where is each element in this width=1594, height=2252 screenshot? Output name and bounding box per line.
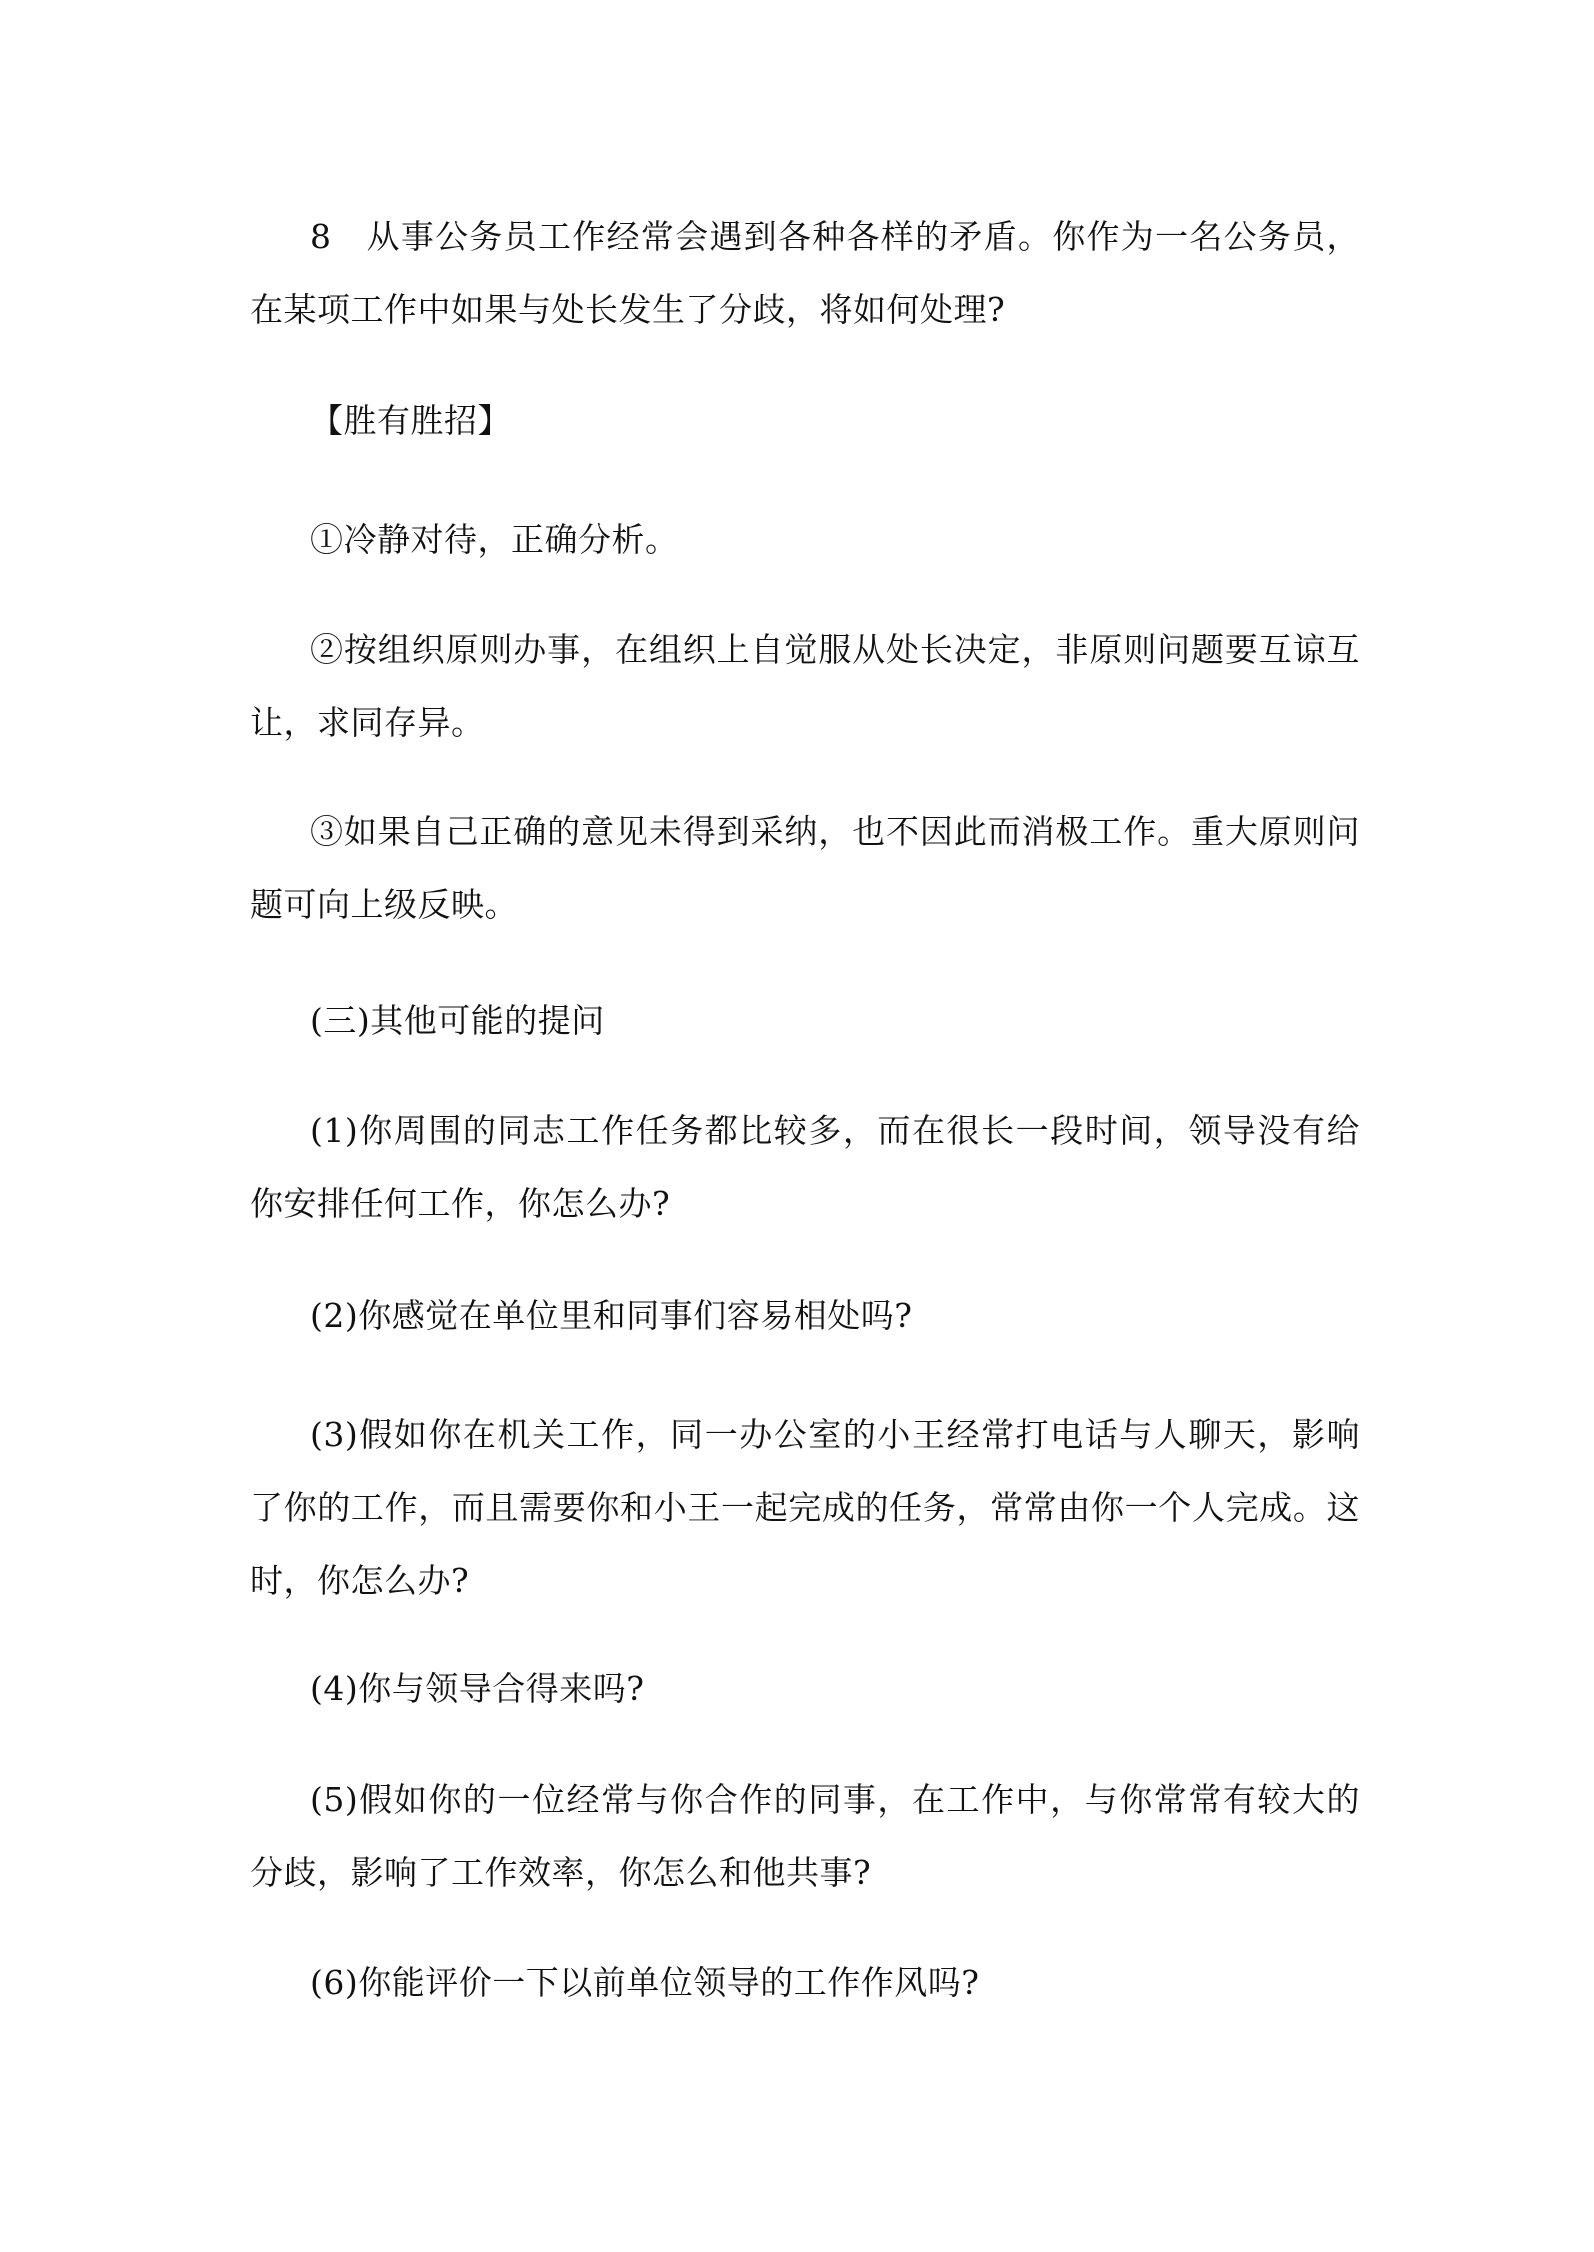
- tip-2-paragraph: ②按组织原则办事，在组织上自觉服从处长决定，非原则问题要互谅互让，求同存异。: [250, 630, 1360, 742]
- tip-3-paragraph: ③如果自己正确的意见未得到采纳，也不因此而消极工作。重大原则问题可向上级反映。: [250, 812, 1360, 924]
- question-2-paragraph: (2)你感觉在单位里和同事们容易相处吗?: [310, 1296, 913, 1335]
- question-3-paragraph: (3)假如你在机关工作，同一办公室的小王经常打电话与人聊天，影响了你的工作，而且需要你和小王一起完成的任务，常常由你一个人完成。这时，你怎么办?: [250, 1415, 1360, 1600]
- question-5-paragraph: (5)假如你的一位经常与你合作的同事，在工作中，与你常常有较大的分歧，影响了工作效率，你怎么和他共事?: [250, 1780, 1360, 1892]
- tip-1-paragraph: ①冷静对待，正确分析。: [310, 520, 679, 559]
- section-heading-other-questions: (三)其他可能的提问: [310, 1001, 605, 1040]
- question-4-paragraph: (4)你与领导合得来吗?: [310, 1669, 645, 1708]
- question-6-paragraph: (6)你能评价一下以前单位领导的工作作风吗?: [310, 1963, 980, 2002]
- question-8-paragraph: 8 从事公务员工作经常会遇到各种各样的矛盾。你作为一名公务员，在某项工作中如果与处长发生了分歧，将如何处理?: [250, 217, 1360, 329]
- question-1-paragraph: (1)你周围的同志工作任务都比较多，而在很长一段时间，领导没有给你安排任何工作，你怎么办?: [250, 1111, 1360, 1223]
- section-heading-tips: 【胜有胜招】: [310, 401, 511, 440]
